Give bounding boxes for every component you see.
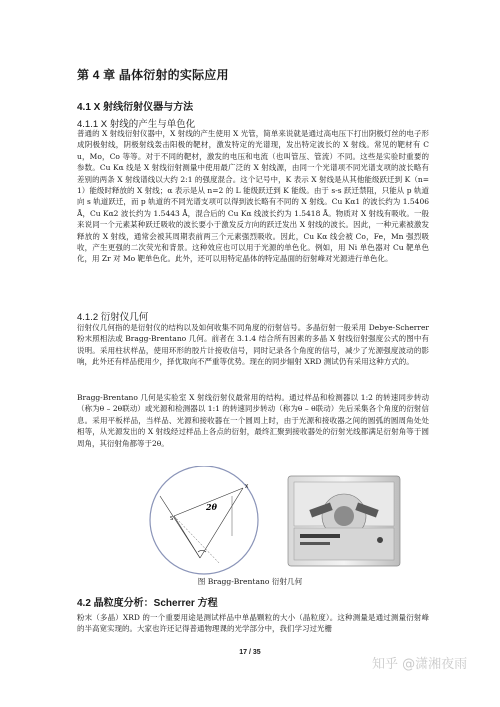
- paragraph-diffractometer-geometry: 衍射仪几何指的是衍射仪的结构以及如何收集不同角度的衍射信号。多晶衍射一般采用 Debye-Scherrer 粉末照相法或 Bragg-Brentano 几何。前者在 3.1.4 结合所有因素的多晶 X 射线衍射强度公式的图中有说明。采用柱状样品，使用环形的胶片计接收信号，同时记录各个角度的信号，减少了光源强度波动的影响，此外还有样品使用少，择优取向不严重等优势。现在的同步辐射 XRD 测试仍有采用这种方式的。: [77, 323, 429, 367]
- subsection-heading-4-1-1: 4.1.1 X 射线的产生与单色化: [77, 119, 196, 130]
- paragraph-scherrer: 粉末（多晶）XRD 的一个重要用途是测试样品中单晶颗粒的大小（晶粒度）。这种测量是通过测量衍射峰的半高宽实现的。大家也许还记得普通物理课的光学部分中，我们学习过光栅: [77, 613, 429, 634]
- paragraph-xray-generation: 普通的 X 射线衍射仪器中，X 射线的产生使用 X 光管，简单来说就是通过高电压下打出阴极灯丝的电子形成阴极射线，阴极射线轰击阳极的靶材，激发特定的光谱现，发出特定波长的 X 射线。常见的靶材有 Cu，Mo，Co 等等。对于不同的靶材，激发的电压和电流（也叫管压、管流）不同。这些是实验时重要的参数。Cu Kα 线是 X 射线衍射测量中使用最广泛的 X 射线源，由同一个光谱项不同光谱支项的波长略有差别的两条 X 射线谱线以大约 2:1 的强度混合。这个记号中，K 表示 X 射线是从其他能级跃迁到 K（n=1）能级时释放的 X 射线；α 表示是从 n=2 的 L 能级跃迁到 K 能级。由于 s-s 跃迁禁阻，只能从 p 轨道向 s 轨道跃迁，而 p 轨道的不同光谱支项可以得到波长略有不同的 X 射线。Cu Kα1 的波长约为 1.5406Å，Cu Kα2 波长约为 1.5443 Å，混合后的 Cu Kα 线波长约为 1.5418 Å。物质对 X 射线有吸收。一般来说同一个元素某种跃迁吸收的波长要小于激发反方向的跃迁发出 X 射线的波长。因此，一种元素被激发释放的 X 射线，通常会被其周期表前两三个元素强烈吸收。因此，Cu Kα 线会被 Co，Fe，Mn 强烈吸收，产生更强的二次荧光和背景。这种效应也可以用于光源的单色化。例如，用 Ni 单色器对 Cu 靶单色化，用 Zr 对 Mo 靶单色化。此外，还可以用特定晶体的特定晶面的衍射峰对光源进行单色化。: [77, 129, 429, 264]
- detector-label: X: [245, 484, 249, 490]
- subsection-heading-4-1-2: 4.1.2 衍射仪几何: [77, 312, 149, 323]
- bragg-brentano-diagram: [140, 466, 270, 576]
- page-number: 17 / 35: [239, 649, 261, 656]
- two-theta-label: 2θ: [206, 502, 217, 512]
- section-heading-4-1: 4.1 X 射线衍射仪器与方法: [77, 102, 194, 113]
- paragraph-bragg-brentano: Bragg-Brentano 几何是实验室 X 射线衍射仪最常用的结构。通过样品和检测器以 1:2 的转速同步转动（称为θ – 2θ联动）或光源和检测器以 1:1 的转速同步转动（称为θ – θ联动）先后采集各个角度的衍射信息。采用平板样品，当样品、光源和接收器在一个圆周上时，由于光源和接收器之间的圆弧的圆周角处处相等，从光源发出的 X 射线经过样品上各点的衍射，最终汇聚到接收器处的衍射光线都满足衍射角等于圆周角，其衍射角都等于2θ。: [77, 393, 429, 448]
- section-heading-4-2: 4.2 晶粒度分析：Scherrer 方程: [77, 598, 218, 609]
- figure-caption: 图 Bragg-Brentano 衍射几何: [197, 577, 303, 586]
- incident-ray-2: [160, 496, 200, 558]
- diffracted-ray-2: [200, 488, 243, 558]
- source-label: S: [170, 516, 174, 522]
- focusing-circle: [150, 466, 258, 574]
- watermark-text: 知乎 @潇湘夜雨: [372, 657, 468, 672]
- chapter-title: 第 4 章 晶体衍射的实际应用: [77, 68, 229, 82]
- diffractometer-instrument-image: [280, 470, 408, 570]
- guide-line: [174, 516, 220, 564]
- watermark: [372, 653, 467, 672]
